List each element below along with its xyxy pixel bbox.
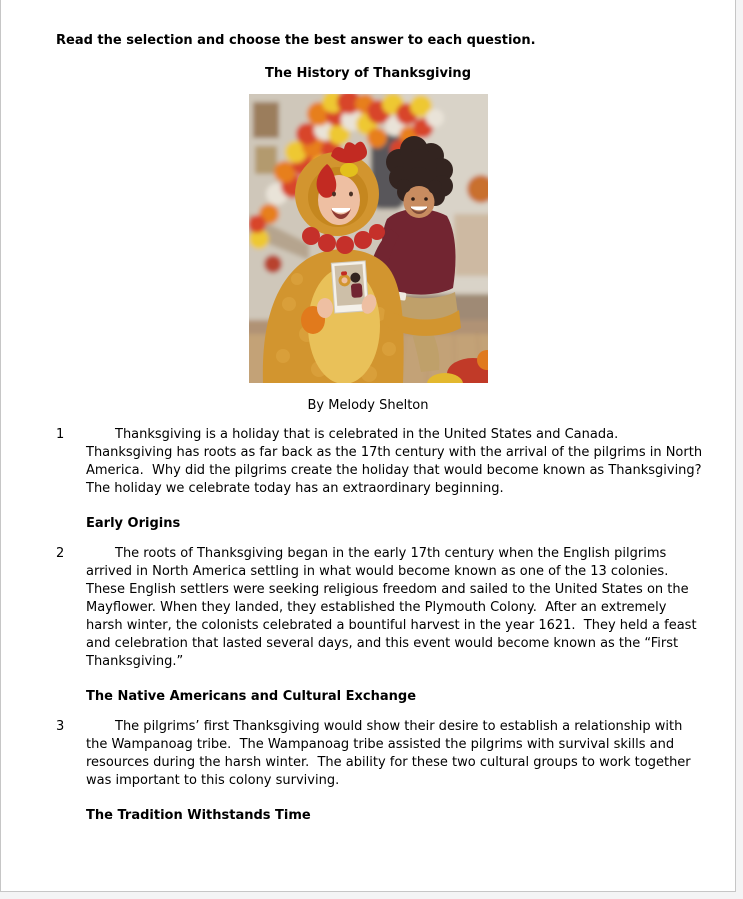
passage-photo [249,94,488,383]
section-heading-early-origins: Early Origins [86,516,181,531]
section-heading-native-americans: The Native Americans and Cultural Exchange [86,689,417,704]
paragraph-3 [56,718,706,790]
byline: By Melody Shelton [307,398,429,413]
paragraph-1-text: Thanksgiving is a holiday that is celebrated in the United States and Canada. Thanksgiving has roots as far back as the 17th century with the arrival of the pilgrims in North America. Why did the pilgrims create the holiday that would become known as Thanksgiving? The holiday we celebrate today has an extraordinary beginning. [86,427,710,496]
paragraph-2-text: The roots of Thanksgiving began in the early 17th century when the English pilgrims arrived in North America settling in what would become known as one of the 13 colonies. These English settlers were seeking religious freedom and sailed to the United States on the Mayflower. When they landed, they established the Plymouth Colony. After an extremely harsh winter, the colonists celebrated a bountiful harvest in the year 1621. They held a feast and celebration that lasted several days, and this event would become known as the “First Thanksgiving.” [86,546,701,669]
paragraph-1-number: 1 [56,427,65,442]
paragraph-3-text: The pilgrims’ first Thanksgiving would show their desire to establish a relationship with the Wampanoag tribe. The Wampanoag tribe assisted the pilgrims with survival skills and resources during the harsh winter. The ability for these two cultural groups to work together was important to this colony surviving. [86,719,695,788]
paragraph-3-number: 3 [56,719,65,734]
passage-photo-illustration [249,94,488,383]
paragraph-2 [56,545,706,671]
passage-body [56,426,710,825]
instruction-text: Read the selection and choose the best answer to each question. [56,33,536,48]
section-heading-tradition: The Tradition Withstands Time [86,808,311,823]
paragraph-2-number: 2 [56,546,65,561]
paragraph-1 [56,426,710,498]
passage-title: The History of Thanksgiving [265,66,471,81]
